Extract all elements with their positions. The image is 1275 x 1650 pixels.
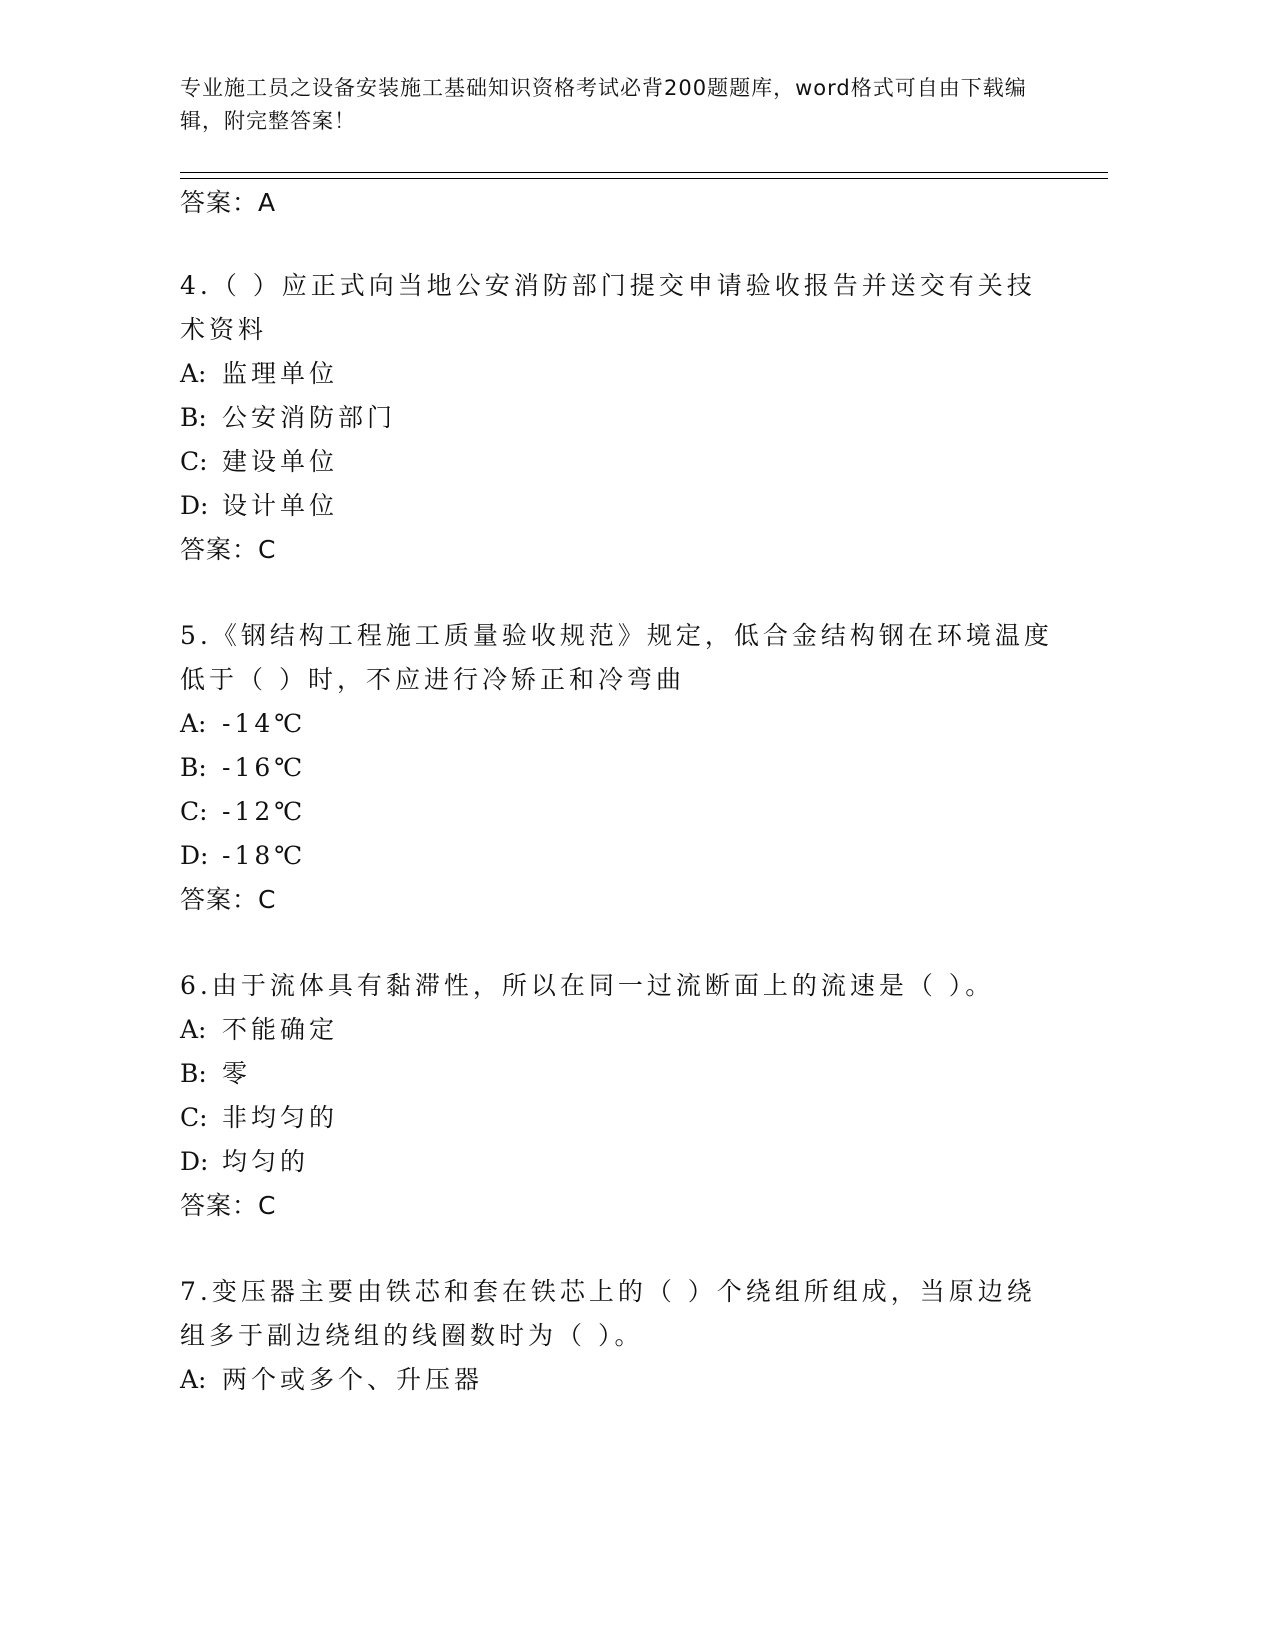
question-list xyxy=(180,184,1060,1402)
question-4 xyxy=(180,264,1060,572)
answer-q5: 答案：C xyxy=(180,885,277,914)
option-letter: D: xyxy=(180,841,209,870)
option-d xyxy=(180,834,1060,878)
question-6 xyxy=(180,964,1060,1228)
question-7 xyxy=(180,1270,1060,1402)
option-text: 公安消防部门 xyxy=(222,403,397,432)
option-a xyxy=(180,1008,1060,1052)
option-b xyxy=(180,396,1060,440)
option-text: 均匀的 xyxy=(222,1147,310,1176)
option-letter: D: xyxy=(180,491,209,520)
option-letter: B: xyxy=(180,1059,207,1088)
option-a xyxy=(180,702,1060,746)
option-text: -18℃ xyxy=(222,841,307,870)
option-text: 非均匀的 xyxy=(222,1103,339,1132)
option-c xyxy=(180,1096,1060,1140)
option-letter: D: xyxy=(180,1147,209,1176)
option-text: 监理单位 xyxy=(222,359,339,388)
option-d xyxy=(180,484,1060,528)
option-letter: B: xyxy=(180,753,207,782)
option-a xyxy=(180,352,1060,396)
option-letter: A: xyxy=(180,359,207,388)
answer-q3: 答案：A xyxy=(180,188,277,217)
option-text: 零 xyxy=(222,1059,252,1088)
option-letter: A: xyxy=(180,709,207,738)
option-letter: B: xyxy=(180,403,207,432)
option-letter: A: xyxy=(180,1015,207,1044)
option-c xyxy=(180,440,1060,484)
header-rule-bottom xyxy=(180,178,1108,179)
option-text: 不能确定 xyxy=(222,1015,339,1044)
option-text: 设计单位 xyxy=(222,491,339,520)
question-5 xyxy=(180,614,1060,922)
option-b xyxy=(180,1052,1060,1096)
question-stem: 4.（ ）应正式向当地公安消防部门提交申请验收报告并送交有关技术资料 xyxy=(180,271,1036,344)
option-letter: A: xyxy=(180,1365,207,1394)
option-text: 两个或多个、升压器 xyxy=(222,1365,484,1394)
option-text: 建设单位 xyxy=(222,447,339,476)
option-text: -14℃ xyxy=(222,709,307,738)
option-text: -12℃ xyxy=(222,797,307,826)
option-a xyxy=(180,1358,1060,1402)
option-letter: C: xyxy=(180,797,208,826)
option-c xyxy=(180,790,1060,834)
option-b xyxy=(180,746,1060,790)
document-title: 专业施工员之设备安装施工基础知识资格考试必背200题题库，word格式可自由下载编辑，附完整答案！ xyxy=(180,76,1027,133)
option-letter: C: xyxy=(180,447,208,476)
question-stem: 7.变压器主要由铁芯和套在铁芯上的（ ）个绕组所组成，当原边绕组多于副边绕组的线圈数时为（ ）。 xyxy=(180,1277,1036,1350)
option-letter: C: xyxy=(180,1103,208,1132)
option-text: -16℃ xyxy=(222,753,307,782)
header-rule-top xyxy=(180,172,1108,173)
page-header xyxy=(180,72,1060,138)
answer-q4: 答案：C xyxy=(180,535,277,564)
option-d xyxy=(180,1140,1060,1184)
answer-q6: 答案：C xyxy=(180,1191,277,1220)
question-stem: 6.由于流体具有黏滞性，所以在同一过流断面上的流速是（ ）。 xyxy=(180,971,995,1000)
question-stem: 5.《钢结构工程施工质量验收规范》规定，低合金结构钢在环境温度低于（ ）时，不应进行冷矫正和冷弯曲 xyxy=(180,621,1053,694)
